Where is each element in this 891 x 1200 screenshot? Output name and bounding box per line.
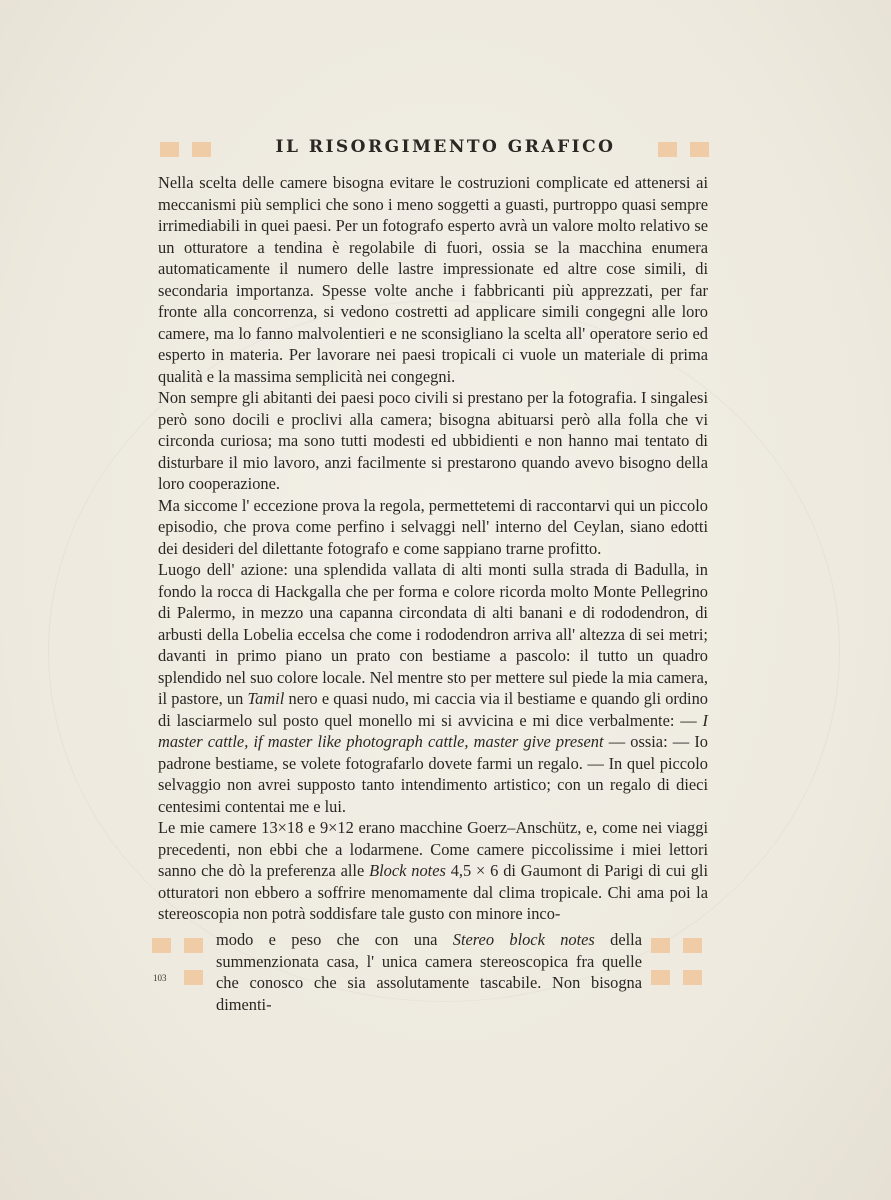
- narrow-text: [216, 929, 642, 1015]
- paragraph: [158, 559, 708, 817]
- text-run: Luogo dell' azione: una splendida vallata di alti monti sulla strada di Badulla, in fondo la rocca di Hackgalla che per forma e colore ricorda molto Monte Pellegrino di Palermo, in mezzo una capanna circondata di alti banani e di rododendron, di arbusti della Lobelia eccelsa che come i rododendron arriva all' altezza di sei metri; davanti in primo piano un prato con bestiame a pascolo: il tutto un quadro splendido nel suo colore locale. Nel mentre sto per mettere sul piede la mia camera, il pastore, un: [158, 560, 708, 708]
- ornament-square: [152, 938, 171, 953]
- paragraph: Non sempre gli abitanti dei paesi poco civili si prestano per la fotografia. I singalesi però sono docili e proclivi alla camera; bisogna abituarsi però alla folla che vi circonda curiosa; ma sono tutti modesti ed ubbidienti e non hanno mai tentato di disturbare il mio lavoro, anzi facilmente si prestarono quando avevo bisogno della loro cooperazione.: [158, 388, 708, 493]
- body-text: [158, 172, 708, 925]
- paragraph: Nella scelta delle camere bisogna evitare le costruzioni complicate ed attenersi ai meccanismi più semplici che sono i meno soggetti a guasti, purtroppo quasi sempre irrimediabili in quei paesi. Per un fotografo esperto avrà un valore molto relativo se un otturatore a tendina è regolabile di fuori, ossia se la macchina enumera automaticamente il numero delle lastre impressionate ed altre cose simili, di secondaria importanza. Spesse volte anche i fabbricanti più apprezzati, per far fronte alla concorrenza, si vedono costretti ad applicare simili congegni alle loro camere, ma lo fanno malvolentieri e ne sconsigliano la scelta all' operatore serio ed esperto in materia. Per lavorare nei paesi tropicali ci vuole un materiale di prima qualità e la massima semplicità nei congegni.: [158, 173, 708, 386]
- paragraph: Ma siccome l' eccezione prova la regola, permettetemi di raccontarvi qui un piccolo episodio, che prova come perfino i selvaggi nell' interno del Ceylan, siano edotti dei desideri del dilettante fotografo e come sappiano trarne profitto.: [158, 495, 708, 558]
- page-title: IL RISORGIMENTO GRAFICO: [275, 137, 616, 157]
- text-run: della summenzionata casa, l' unica camera stereoscopica fra quelle che conosco che sia assolutamente tascabile. Non bisogna dimenti-: [216, 930, 642, 1014]
- italic-quote: I master cattle, if master like photograph cattle, master give present: [158, 710, 708, 751]
- ornament-square: [683, 938, 702, 953]
- ornament-square: [184, 938, 203, 953]
- page-number: 103: [153, 973, 167, 983]
- paragraph: [216, 929, 642, 1015]
- text-run: 4,5 × 6 di Gaumont di Parigi di cui gli otturatori non ebbero a soffrire menomamente dal clima tropicale. Chi ama poi la stereoscopia non potrà soddisfare tale gusto con minore inco-: [158, 861, 708, 923]
- text-run: — ossia: — Io padrone bestiame, se volete fotografarlo dovete farmi un regalo. — In quel piccolo selvaggio non avrei supposto tanto intendimento artistico; con un regalo di dieci centesimi contentai me e lui.: [158, 732, 708, 816]
- paragraph: [158, 817, 708, 925]
- italic-text: Block notes: [369, 861, 446, 880]
- ornament-square: [683, 970, 702, 985]
- ornament-square: [651, 938, 670, 953]
- text-run: Le mie camere 13×18 e 9×12 erano macchine Goerz–Anschütz, e, come nei viaggi precedenti, non ebbi che a lodarmene. Come camere piccolissime i miei lettori sanno che dò la preferenza alle: [158, 818, 708, 880]
- ornament-square: [651, 970, 670, 985]
- text-run: modo e peso che con una: [216, 930, 453, 949]
- italic-text: Stereo block notes: [452, 930, 595, 949]
- ornament-square: [184, 970, 203, 985]
- italic-text: Tamil: [247, 689, 285, 708]
- text-run: nero e quasi nudo, mi caccia via il bestiame e quando gli ordino di lasciarmelo sul posto quel monello mi si avvicina e mi dice verbalmente: —: [158, 689, 708, 730]
